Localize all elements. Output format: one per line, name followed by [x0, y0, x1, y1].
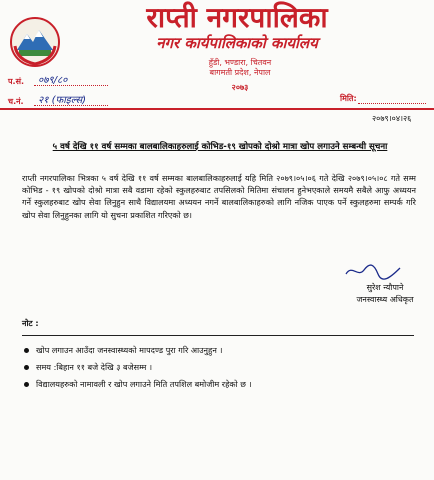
established-year: २०७३: [231, 83, 249, 92]
reference-label: प.सं.: [8, 77, 25, 86]
dispatch-label: च.नं.: [8, 97, 24, 106]
signatory-designation: जनस्वास्थ्य अधिकृत: [356, 295, 414, 304]
dispatch-value: २१ (फाइल्स): [38, 95, 86, 106]
date-line: [358, 103, 426, 104]
note-text: समय :बिहान ११ बजे देखि ३ बजेसम्म ।: [36, 362, 153, 372]
reference-line: [34, 85, 108, 86]
note-text: खोप लगाउन आउँदा जनस्वास्थ्यको मापदण्ड पुरा गरि आउनुहुन ।: [36, 345, 223, 355]
date-value: २०७९।०४।२६: [372, 114, 412, 123]
address-line-1: हुँडी, भण्डारा, चितवन: [208, 58, 272, 67]
note-divider: [22, 335, 414, 336]
signatory-block: [340, 282, 430, 306]
note-label: नोट :: [22, 319, 39, 328]
signature-icon: [340, 262, 410, 280]
notice-subject: ५ वर्ष देखि ११ वर्ष सम्मका बालबालिकाहरुलाई कोभिड-१९ खोपको दोश्रो मात्रा खोप लगाउने सम्बन्धी सूचना: [52, 142, 388, 152]
list-item: [22, 342, 414, 359]
notes-list: [22, 342, 414, 393]
letterhead-divider: [0, 108, 434, 110]
signatory-name: सुरेश न्यौपाने: [366, 283, 404, 292]
nepal-emblem-icon: [9, 16, 61, 68]
reference-value: ०७९/८०: [38, 75, 68, 86]
dispatch-line: [34, 105, 108, 106]
address-line-2: बागमती प्रदेश, नेपाल: [209, 68, 271, 77]
bullet-icon: [24, 382, 29, 387]
bullet-icon: [24, 365, 29, 370]
municipality-title: राप्ती नगरपालिका: [146, 1, 328, 34]
list-item: [22, 359, 414, 376]
office-subtitle: नगर कार्यपालिकाको कार्यालय: [156, 34, 318, 52]
bullet-icon: [24, 348, 29, 353]
list-item: [22, 376, 414, 393]
date-label: मिति:: [340, 94, 357, 103]
note-text: विद्यालयहरुको नामावली र खोप लगाउने मिति तपशिल बमोजीम रहेको छ ।: [36, 379, 252, 389]
notice-body: राप्ती नगरपालिका भित्रका ५ वर्ष देखि ११ वर्ष सम्मका बालबालिकाहरुलाई यहि मिति २०७९।०५।०६ गते देखि २०७९।०५।०८ गते सम्म कोभिड - १९ खोपको दोश्रो मात्रा सबै वडामा रहेको स्कुलहरुबाट तपसिलको मितिमा संचालन हुनेभएकाले समयमै सबैले आफु अध्ययन गर्ने स्कुलहरुबाट खोप सेवा लिनुहुन साथै विद्यालयमा अध्ययन नगर्ने बालबालिकाहरुको लागि नजिक पाएक पर्ने स्कुलहरुमा सम्पर्क गरि खोप सेवा लिनुहुनका लागि यो सुचना प्रकाशित गरिएको छ।: [22, 173, 416, 220]
